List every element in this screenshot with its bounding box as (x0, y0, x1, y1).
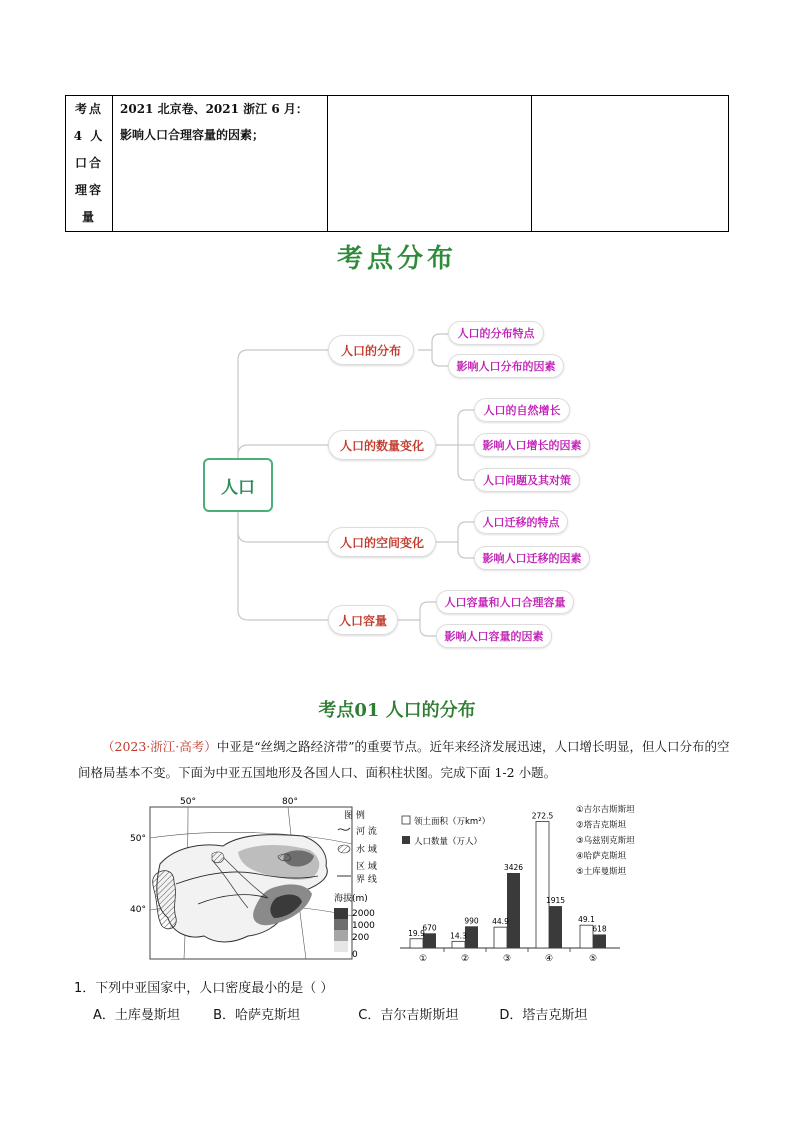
category-label: ① (418, 954, 428, 964)
legend-item: 区 域 (356, 862, 377, 872)
branch-spatial-change: 人口的空间变化 (328, 527, 436, 557)
legend-title: 图 例 (344, 811, 365, 821)
category-label: ③ (502, 954, 512, 964)
central-asia-map (128, 794, 393, 966)
population-area-chart (400, 800, 690, 970)
question-source: （2023·浙江·高考） (102, 739, 217, 754)
data-label-population: 670 (422, 923, 437, 933)
leaf-migration-factors: 影响人口迁移的因素 (474, 546, 590, 570)
leaf-distribution-factors: 影响人口分布的因素 (448, 354, 564, 378)
bar-area (536, 821, 549, 948)
country-legend-item: ①吉尔吉斯斯坦 (576, 805, 635, 815)
legend-item: 界 线 (356, 875, 377, 885)
data-label-area: 19.9 (408, 928, 425, 938)
bar-area (410, 939, 423, 948)
legend-item: 河 流 (356, 827, 377, 837)
data-label-area: 44.9 (492, 917, 509, 927)
bar-area (494, 927, 507, 948)
data-label-area: 272.5 (531, 811, 554, 821)
lat-label: 50° (130, 834, 146, 844)
mindmap-root: 人口 (203, 458, 273, 512)
water-icon (338, 845, 350, 853)
data-label-area: 14.3 (450, 931, 467, 941)
option-a[interactable]: A．土库曼斯坦 (93, 1008, 180, 1023)
branch-population-distribution: 人口的分布 (328, 335, 414, 365)
leaf-population-problems: 人口问题及其对策 (474, 468, 580, 492)
cell-line: 量 (81, 210, 96, 224)
leaf-natural-growth: 人口的自然增长 (474, 398, 570, 422)
leaf-growth-factors: 影响人口增长的因素 (474, 433, 590, 457)
elevation-level: 200 (352, 933, 370, 943)
elevation-level: 2000 (352, 909, 375, 919)
category-label: ⑤ (588, 954, 598, 964)
branch-population-change: 人口的数量变化 (328, 430, 436, 460)
question-1: 1．下列中亚国家中，人口密度最小的是（ ） (74, 981, 334, 996)
bar-area (580, 925, 593, 948)
section-title: 考点分布 (336, 244, 457, 274)
cell-line: 4 人 (73, 129, 105, 143)
bar-population (507, 873, 520, 948)
bar-population (465, 926, 478, 948)
lat-label: 40° (130, 905, 146, 915)
data-label-population: 3426 (503, 863, 524, 872)
bar-population (593, 934, 606, 948)
lon-label: 50° (180, 797, 196, 807)
cell-line: 考点 (74, 102, 103, 116)
cell-line: 影响人口合理容量的因素； (120, 128, 265, 142)
heading-point-01: 考点01 人口的分布 (318, 700, 476, 721)
leaf-capacity-factors: 影响人口容量的因素 (436, 624, 552, 648)
data-label-population: 1915 (545, 896, 566, 906)
question-1-options (93, 1004, 587, 1023)
cell-line: 理容 (74, 183, 103, 197)
bar-population (423, 933, 436, 948)
aral-sea (212, 852, 224, 863)
intro-text: 中亚是“丝绸之路经济带”的重要节点。近年来经济发展迅速，人口增长明显，但人口分布的空间格局基本不变。下面为中亚五国地形及各国人口、面积柱状图。完成下面 1-2 小题。 (78, 739, 730, 780)
option-c[interactable]: C．吉尔吉斯斯坦 (358, 1008, 459, 1023)
category-label: ② (460, 954, 470, 964)
elevation-level: 0 (352, 950, 358, 960)
legend-area: 领土面积（万km²） (414, 817, 491, 827)
cell-line: 口合 (74, 156, 103, 170)
lon-label: 80° (282, 797, 298, 807)
data-label-population: 618 (592, 924, 607, 934)
leaf-migration-features: 人口迁移的特点 (474, 510, 568, 534)
option-b[interactable]: B．哈萨克斯坦 (213, 1008, 301, 1023)
bar-area (452, 941, 465, 948)
question-intro (78, 734, 733, 786)
category-label: ④ (544, 954, 554, 964)
country-legend-item: ②塔吉克斯坦 (576, 820, 627, 831)
legend-swatch-population (402, 836, 410, 844)
legend-population: 人口数量（万人） (414, 837, 483, 847)
cell-line: 2021 北京卷、2021 浙江 6 月： (120, 102, 308, 116)
legend-item: 水 域 (356, 845, 377, 855)
data-label-population: 990 (464, 916, 479, 926)
branch-population-capacity: 人口容量 (328, 605, 398, 635)
elevation-level: 1000 (352, 921, 375, 931)
option-d[interactable]: D．塔吉克斯坦 (499, 1008, 588, 1023)
elevation-title: 海拔(m) (334, 894, 368, 904)
data-label-area: 49.1 (578, 915, 595, 925)
leaf-capacity-reasonable: 人口容量和人口合理容量 (436, 590, 574, 614)
legend-swatch-area (402, 816, 410, 824)
country-legend-item: ③乌兹别克斯坦 (576, 836, 635, 846)
leaf-distribution-features: 人口的分布特点 (448, 321, 544, 345)
country-legend-item: ⑤土库曼斯坦 (576, 867, 627, 877)
bar-population (549, 906, 562, 948)
country-legend-item: ④哈萨克斯坦 (576, 851, 627, 862)
